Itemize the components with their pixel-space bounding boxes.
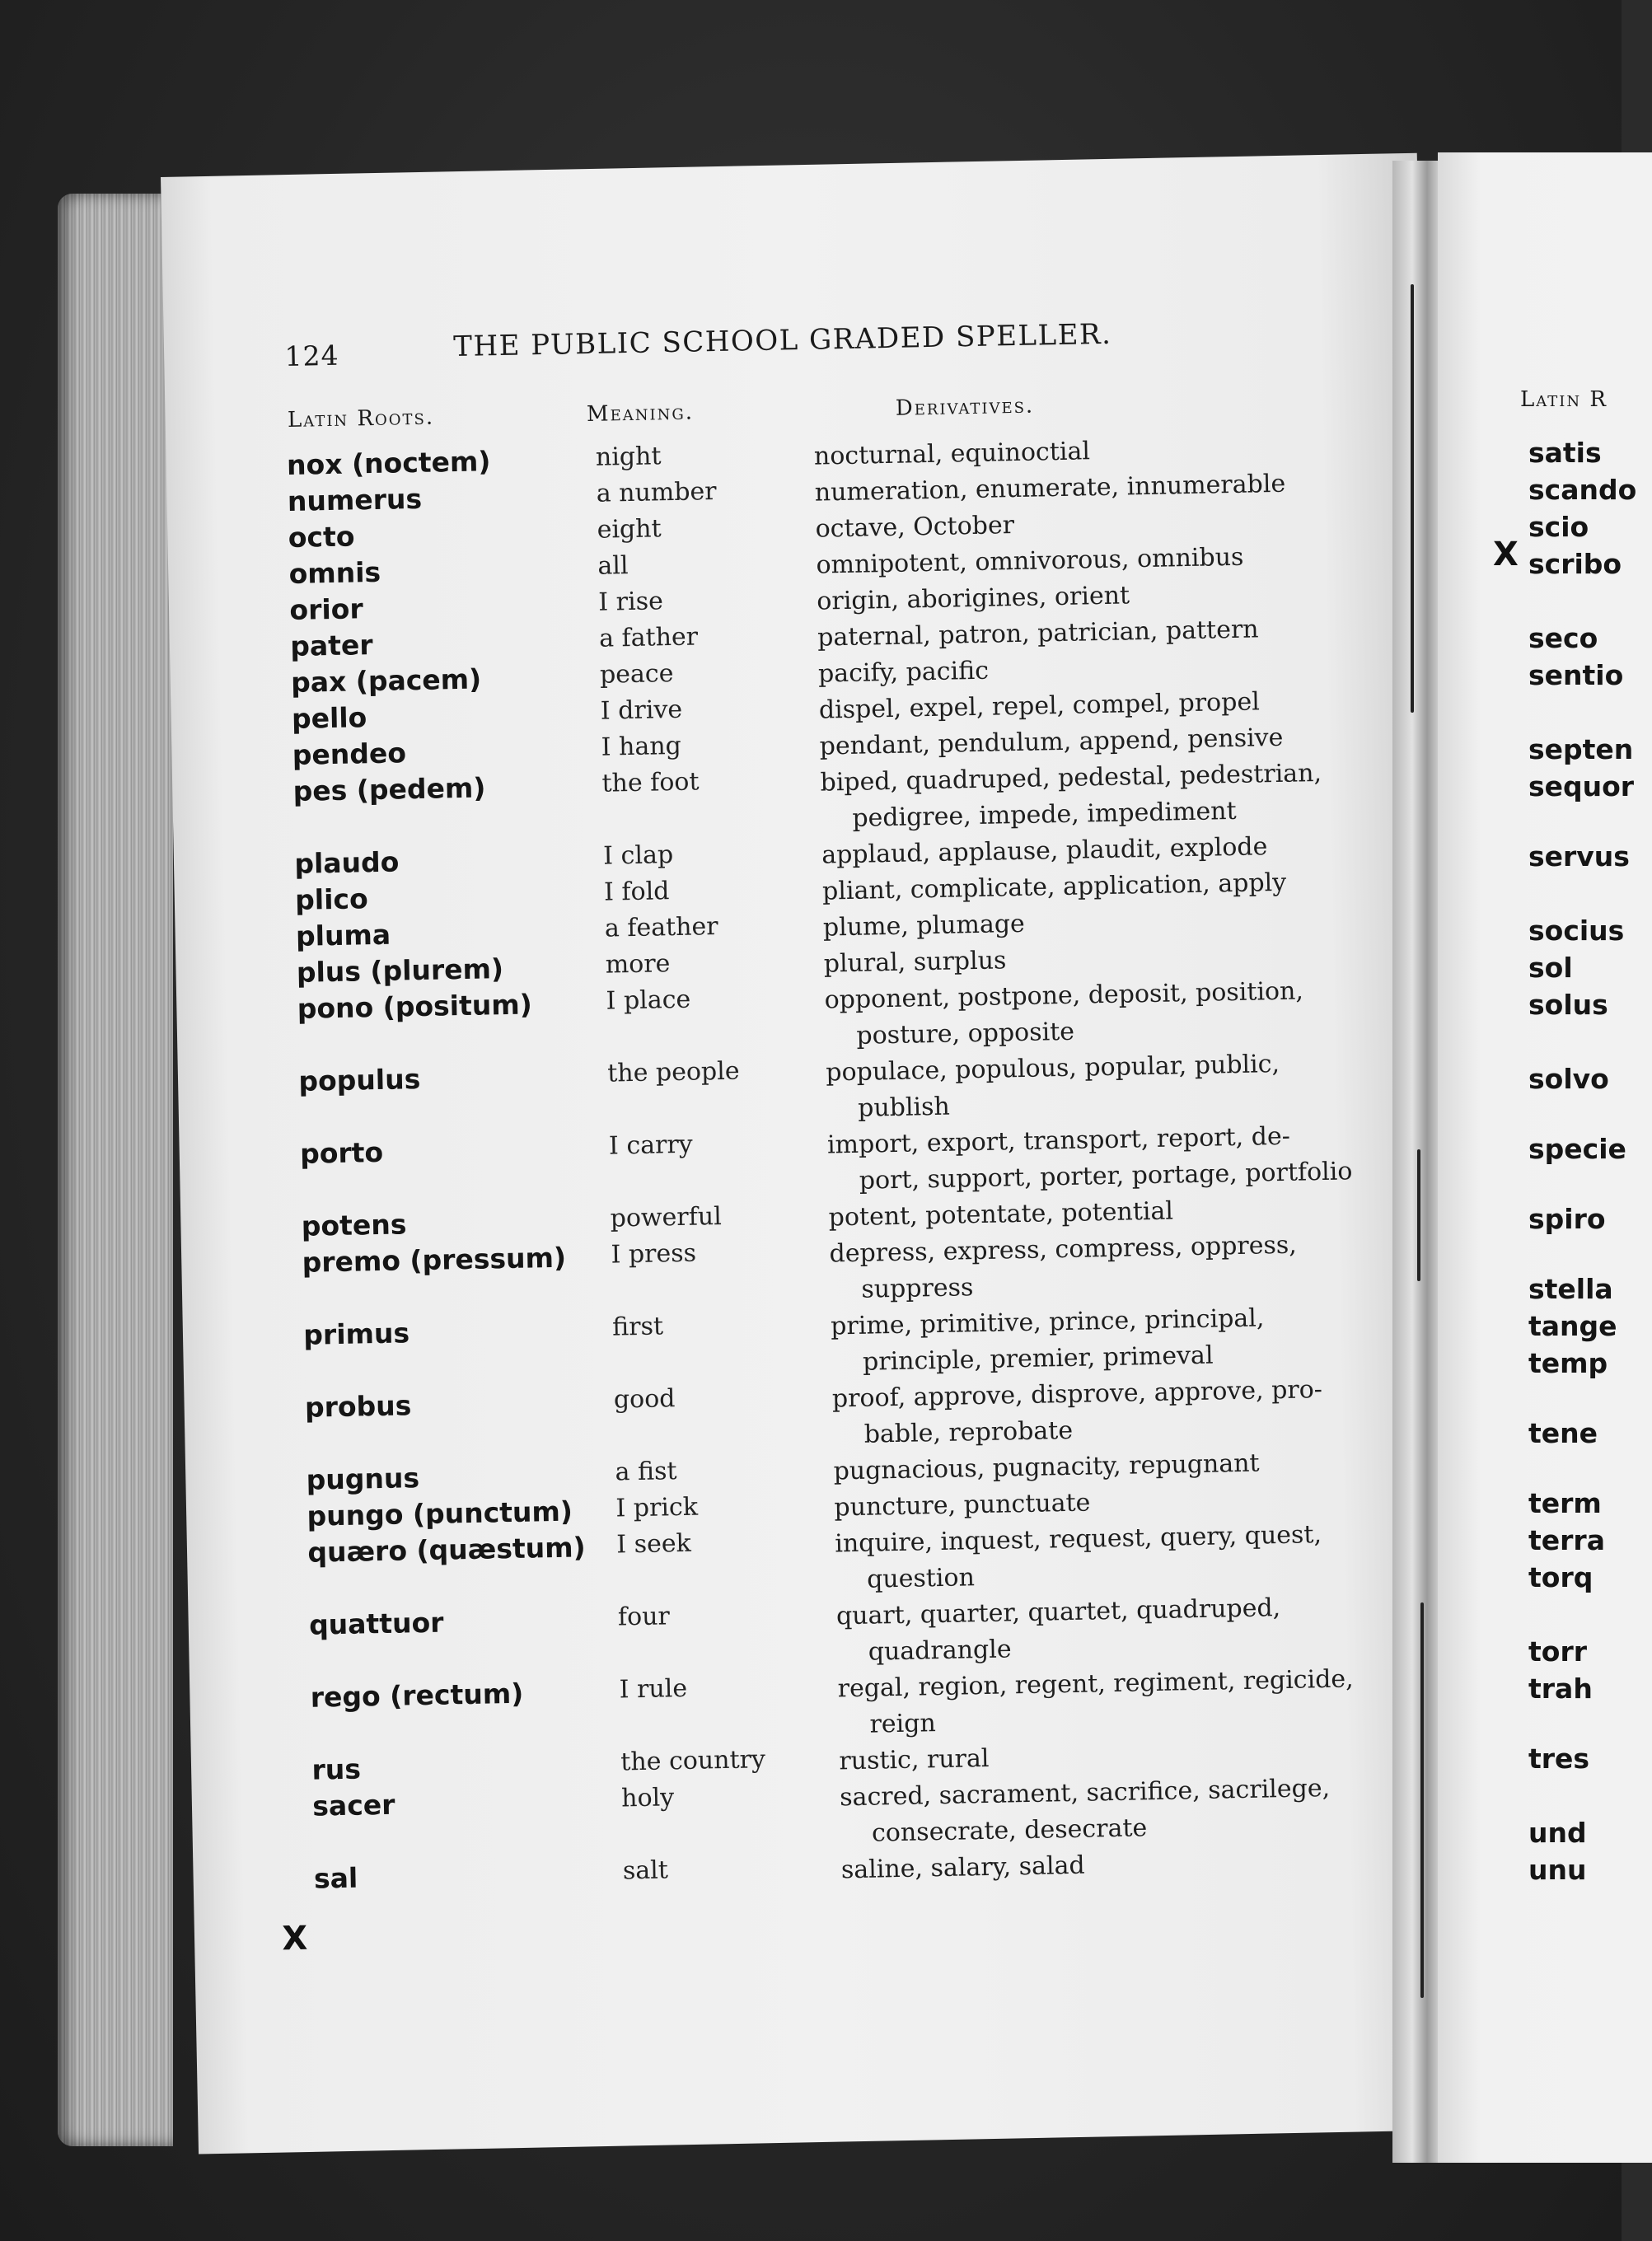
book-edge xyxy=(58,194,173,2146)
root-meaning: I clap xyxy=(602,840,674,871)
derivatives xyxy=(820,756,1332,838)
derivative-line: octave, October xyxy=(815,511,1015,544)
latin-root: temp xyxy=(1528,1347,1608,1379)
latin-root: trah xyxy=(1528,1673,1593,1705)
derivatives xyxy=(829,1227,1341,1309)
derivative-line: question xyxy=(866,1563,976,1594)
latin-root: torr xyxy=(1528,1635,1587,1668)
derivative-line: pacify, pacific xyxy=(817,656,990,689)
derivative-line: origin, aborigines, orient xyxy=(817,581,1130,616)
latin-root: specie xyxy=(1528,1133,1626,1165)
root-meaning: the country xyxy=(620,1745,766,1777)
root-meaning: I prick xyxy=(615,1492,699,1523)
root-meaning: salt xyxy=(622,1855,669,1886)
derivative-line: consecrate, desecrate xyxy=(871,1813,1148,1848)
latin-root: populus xyxy=(298,1062,421,1097)
latin-root: satis xyxy=(1528,437,1602,469)
pencil-x-mark: X xyxy=(281,1919,308,1958)
column-header-roots: Latin Roots. xyxy=(287,405,435,433)
root-meaning: I fold xyxy=(603,877,670,907)
root-meaning: the people xyxy=(606,1056,740,1088)
derivative-line: sacred, sacrament, sacrifice, sacrilege, xyxy=(839,1773,1331,1813)
latin-root: premo (pressum) xyxy=(302,1241,567,1279)
word-table xyxy=(286,428,1383,1895)
latin-root: pendeo xyxy=(292,737,407,771)
derivative-line: regal, region, regent, regiment, regicide, xyxy=(837,1664,1354,1704)
derivatives xyxy=(836,1589,1349,1672)
derivative-line: quart, quarter, quartet, quadruped, xyxy=(835,1593,1281,1631)
latin-root: solvo xyxy=(1528,1063,1609,1095)
root-meaning: I hang xyxy=(601,731,682,762)
latin-root: scando xyxy=(1528,474,1637,506)
derivatives xyxy=(835,1517,1347,1599)
derivatives xyxy=(831,1299,1343,1382)
latin-root: spiro xyxy=(1528,1203,1606,1235)
derivative-line: omnipotent, omnivorous, omnibus xyxy=(816,542,1244,580)
derivative-line: saline, salary, salad xyxy=(840,1850,1085,1885)
derivative-line: opponent, postpone, deposit, position, xyxy=(824,976,1304,1015)
latin-root: sacer xyxy=(311,1788,395,1822)
derivative-line: depress, express, compress, oppress, xyxy=(829,1230,1298,1269)
latin-root: potens xyxy=(301,1208,407,1242)
derivative-line: inquire, inquest, request, query, quest, xyxy=(834,1520,1322,1559)
root-meaning: I place xyxy=(606,985,691,1016)
latin-root: scio xyxy=(1528,511,1589,543)
latin-root: septen xyxy=(1528,733,1634,765)
root-meaning: good xyxy=(613,1384,676,1415)
root-meaning: I press xyxy=(611,1238,697,1270)
latin-root: stella xyxy=(1528,1273,1613,1305)
derivatives xyxy=(840,1770,1352,1852)
root-meaning: first xyxy=(611,1312,664,1342)
derivatives xyxy=(824,973,1336,1055)
derivative-line: reign xyxy=(869,1709,937,1739)
root-meaning: I seek xyxy=(615,1528,692,1560)
latin-root: primus xyxy=(302,1317,410,1351)
root-meaning: the foot xyxy=(601,767,700,798)
root-meaning: all xyxy=(597,551,629,581)
derivative-line: principle, premier, primeval xyxy=(862,1340,1214,1377)
derivatives xyxy=(826,1118,1353,1200)
right-column-header: Latin R xyxy=(1520,387,1608,412)
pencil-x-mark: X xyxy=(1493,536,1519,573)
latin-root: porto xyxy=(299,1135,384,1170)
latin-root: rego (rectum) xyxy=(310,1677,524,1714)
latin-root: socius xyxy=(1528,915,1625,947)
latin-root: pax (pacem) xyxy=(290,662,482,699)
derivative-line: rustic, rural xyxy=(839,1743,990,1776)
latin-root: quattuor xyxy=(308,1606,444,1641)
latin-root: sal xyxy=(313,1861,358,1895)
latin-root: pello xyxy=(291,701,367,735)
right-page-content xyxy=(1520,387,1637,1953)
latin-root: numerus xyxy=(287,482,423,517)
latin-root: seco xyxy=(1528,622,1598,654)
derivative-line: pendant, pendulum, append, pensive xyxy=(819,723,1284,761)
derivative-line: dispel, expel, repel, compel, propel xyxy=(818,687,1261,725)
derivative-line: applaud, applause, plaudit, explode xyxy=(821,832,1268,870)
root-meaning: powerful xyxy=(610,1202,723,1233)
derivative-line: paternal, patron, patrician, pattern xyxy=(817,615,1259,653)
derivative-line: port, support, porter, portage, portfolio xyxy=(859,1157,1353,1195)
derivative-line: puncture, punctuate xyxy=(834,1488,1091,1523)
derivative-line: numeration, enumerate, innumerable xyxy=(814,469,1286,508)
left-page-content xyxy=(281,313,1403,1981)
latin-root: plaudo xyxy=(293,845,400,880)
latin-root: sequor xyxy=(1528,770,1635,802)
derivative-line: potent, potentate, potential xyxy=(828,1196,1174,1233)
derivatives xyxy=(837,1662,1354,1744)
root-meaning: peace xyxy=(599,659,674,690)
derivative-line: plural, surplus xyxy=(823,946,1007,979)
derivative-line: posture, opposite xyxy=(856,1017,1075,1050)
derivative-line: pedigree, impede, impediment xyxy=(852,796,1237,833)
latin-root: plico xyxy=(294,882,369,916)
derivative-line: quadrangle xyxy=(868,1635,1012,1667)
latin-root: terra xyxy=(1528,1524,1605,1556)
latin-root: nox (noctem) xyxy=(286,445,491,481)
derivatives xyxy=(832,1372,1345,1454)
derivative-line: bable, reprobate xyxy=(863,1415,1074,1449)
derivative-line: pugnacious, pugnacity, repugnant xyxy=(833,1448,1260,1486)
derivative-line: import, export, transport, report, de- xyxy=(826,1121,1291,1160)
latin-root: tange xyxy=(1528,1310,1617,1342)
latin-root: pluma xyxy=(295,918,391,952)
root-meaning: a father xyxy=(598,622,699,653)
root-meaning: night xyxy=(595,442,662,472)
latin-root: pes (pedem) xyxy=(292,771,486,807)
latin-root: plus (plurem) xyxy=(296,952,504,989)
gutter-shadow-line xyxy=(1411,284,1414,713)
root-meaning: I rise xyxy=(597,587,664,617)
latin-root: und xyxy=(1528,1817,1587,1849)
latin-root: servus xyxy=(1528,840,1630,873)
latin-root: rus xyxy=(311,1752,362,1786)
column-header-meaning: Meaning. xyxy=(586,400,695,427)
latin-root: octo xyxy=(288,520,355,554)
latin-root: probus xyxy=(304,1389,412,1424)
root-meaning: more xyxy=(605,949,671,980)
derivatives xyxy=(826,1046,1338,1128)
page-title: THE PUBLIC SCHOOL GRADED SPELLER. xyxy=(452,317,1112,364)
latin-root: solus xyxy=(1528,989,1608,1021)
root-meaning: a number xyxy=(596,476,717,508)
latin-root: orior xyxy=(289,592,364,626)
latin-root: sol xyxy=(1528,952,1573,984)
page-number: 124 xyxy=(284,339,339,372)
derivative-line: plume, plumage xyxy=(822,909,1026,943)
latin-root: quæro (quæstum) xyxy=(307,1531,587,1569)
derivative-line: prime, primitive, prince, principal, xyxy=(830,1303,1265,1341)
column-header-derivatives: Derivatives. xyxy=(895,393,1035,421)
root-meaning: I rule xyxy=(619,1673,688,1705)
root-meaning: eight xyxy=(597,514,662,545)
root-meaning: holy xyxy=(620,1783,675,1813)
derivative-line: populace, populous, popular, public, xyxy=(826,1049,1280,1088)
derivative-line: suppress xyxy=(861,1273,974,1304)
root-meaning: four xyxy=(617,1602,671,1632)
latin-root: torq xyxy=(1528,1561,1594,1593)
latin-root: tene xyxy=(1528,1417,1598,1449)
latin-root: unu xyxy=(1528,1854,1587,1886)
gutter-shadow-line xyxy=(1417,1149,1420,1281)
latin-root: pater xyxy=(289,629,373,662)
root-meaning: a fist xyxy=(615,1457,677,1487)
latin-root: tres xyxy=(1528,1743,1590,1775)
latin-root: omnis xyxy=(288,555,381,590)
derivative-line: biped, quadruped, pedestal, pedestrian, xyxy=(820,758,1322,798)
derivative-line: proof, approve, disprove, approve, pro- xyxy=(831,1375,1323,1414)
derivative-line: publish xyxy=(857,1092,951,1123)
root-meaning: a feather xyxy=(604,912,718,943)
derivative-line: pliant, complicate, application, apply xyxy=(821,868,1287,906)
latin-root: pungo (punctum) xyxy=(307,1495,573,1532)
latin-root: pugnus xyxy=(306,1462,420,1496)
root-meaning: I drive xyxy=(600,695,683,726)
latin-root: term xyxy=(1528,1487,1602,1519)
latin-root: sentio xyxy=(1528,659,1624,691)
latin-root: scribo xyxy=(1528,548,1622,580)
latin-root: pono (positum) xyxy=(297,988,533,1025)
gutter-shadow-line xyxy=(1420,1602,1424,1998)
root-meaning: I carry xyxy=(608,1130,694,1161)
derivative-line: nocturnal, equinoctial xyxy=(813,437,1091,471)
